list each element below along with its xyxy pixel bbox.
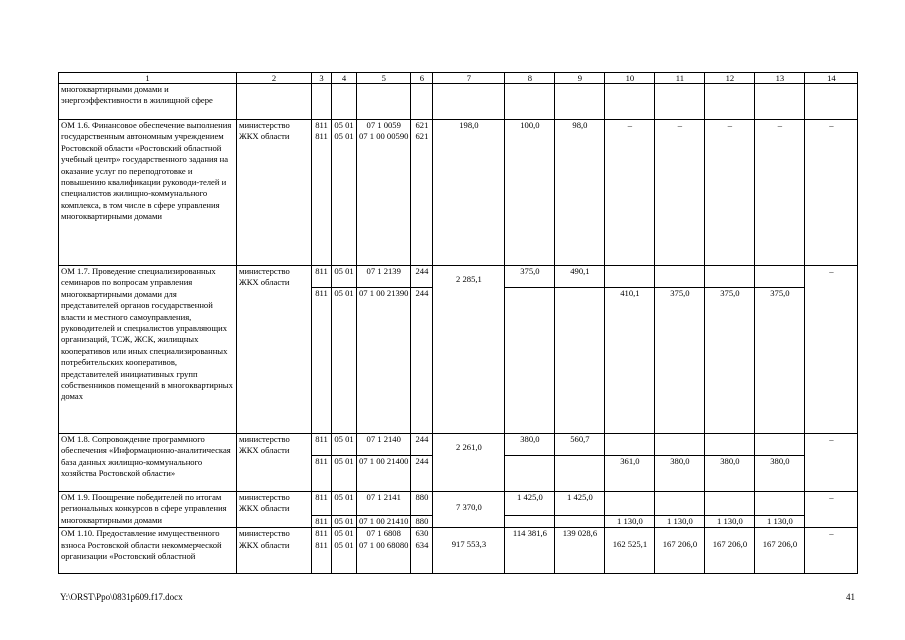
executor: министерство ЖКХ области [237, 492, 312, 528]
vr-code: 244 [411, 456, 433, 492]
year-value: 98,0 [555, 120, 605, 266]
measure-description: ОМ 1.7. Проведение специализированных семинаров по вопросам управления многоквартирными домами для представителей органов государственной власти и местного самоуправления, руководителей и специалистов управляющих организаций, ТСЖ, ЖСК, жилищных кооперативов или иных специализированных потребительских кооперативов, представителей инициативных групп собственников помещений в многоквартирных домах [59, 266, 237, 434]
grbs-code: 811 [312, 492, 332, 516]
year-value: 380,0 [505, 434, 555, 456]
year-value: – [805, 528, 858, 574]
table-row [59, 266, 858, 288]
vr-code: 630 634 [411, 528, 433, 574]
year-value: 167 206,0 [755, 528, 805, 574]
year-value: 380,0 [655, 456, 705, 492]
grbs-code: 811 [312, 516, 332, 528]
grbs-code: 811 811 [312, 528, 332, 574]
year-value: 490,1 [555, 266, 605, 288]
csr-code: 07 1 00 21390 [357, 288, 411, 434]
header-cell: 2 [237, 73, 312, 84]
year-value: 1 425,0 [505, 492, 555, 516]
header-cell: 6 [411, 73, 433, 84]
grbs-code: 811 [312, 456, 332, 492]
vr-code: 621 621 [411, 120, 433, 266]
year-value: 1 425,0 [555, 492, 605, 516]
rzpr-code: 05 01 [332, 266, 357, 288]
executor: министерство ЖКХ области [237, 120, 312, 266]
document-file-path: Y:\ORST\Ppo\0831p609.f17.docx [60, 592, 183, 602]
rzpr-code: 05 01 [332, 456, 357, 492]
header-cell: 13 [755, 73, 805, 84]
table-header-row [59, 73, 858, 84]
rzpr-code: 05 01 05 01 [332, 120, 357, 266]
header-cell: 11 [655, 73, 705, 84]
table-row [59, 528, 858, 574]
total-value: 2 261,0 [433, 434, 505, 492]
measure-description: ОМ 1.9. Поощрение победителей по итогам региональных конкурсов в сфере управления многоквартирными домами [59, 492, 237, 528]
header-cell: 10 [605, 73, 655, 84]
total-value: 198,0 [433, 120, 505, 266]
vr-code: 880 [411, 516, 433, 528]
year-value: 1 130,0 [605, 516, 655, 528]
year-value: 100,0 [505, 120, 555, 266]
measure-description: ОМ 1.6. Финансовое обеспечение выполнения государственным автономным учреждением Ростовской области «Ростовский областной учебный центр» государственного задания на оказание услуг по переподготовке и повышению квалификации руководи-телей и специалистов жилищно-коммунального комплекса, в том числе в сфере управления многоквартирными домами [59, 120, 237, 266]
executor: министерство ЖКХ области [237, 434, 312, 492]
year-value: 375,0 [655, 288, 705, 434]
table-row [59, 120, 858, 266]
vr-code: 244 [411, 434, 433, 456]
year-value: 375,0 [705, 288, 755, 434]
header-cell: 14 [805, 73, 858, 84]
year-value: 375,0 [755, 288, 805, 434]
year-value: – [805, 120, 858, 266]
year-value: 167 206,0 [655, 528, 705, 574]
year-value: 380,0 [705, 456, 755, 492]
year-value: 560,7 [555, 434, 605, 456]
rzpr-code: 05 01 05 01 [332, 528, 357, 574]
measure-description: многоквартирными домами и энергоэффективности в жилищной сфере [59, 84, 237, 120]
rzpr-code: 05 01 [332, 288, 357, 434]
year-value: 162 525,1 [605, 528, 655, 574]
header-cell: 9 [555, 73, 605, 84]
header-cell: 1 [59, 73, 237, 84]
year-value: 361,0 [605, 456, 655, 492]
measure-description: ОМ 1.8. Сопровождение программного обеспечения «Информационно-аналитическая база данных жилищно-коммунального хозяйства Ростовской области» [59, 434, 237, 492]
year-value: 410,1 [605, 288, 655, 434]
grbs-code: 811 [312, 434, 332, 456]
header-cell: 4 [332, 73, 357, 84]
vr-code: 244 [411, 266, 433, 288]
year-value: 114 381,6 [505, 528, 555, 574]
year-value: 1 130,0 [755, 516, 805, 528]
page-number: 41 [846, 592, 855, 602]
csr-code: 07 1 00 21400 [357, 456, 411, 492]
vr-code: 244 [411, 288, 433, 434]
vr-code: 880 [411, 492, 433, 516]
year-value: – [755, 120, 805, 266]
grbs-code: 811 [312, 288, 332, 434]
table-row [59, 434, 858, 456]
year-value: 380,0 [755, 456, 805, 492]
csr-code: 07 1 0059 07 1 00 00590 [357, 120, 411, 266]
csr-code: 07 1 2140 [357, 434, 411, 456]
rzpr-code: 05 01 [332, 516, 357, 528]
executor: министерство ЖКХ области [237, 528, 312, 574]
year-value: – [805, 266, 858, 434]
rzpr-code: 05 01 [332, 492, 357, 516]
csr-code: 07 1 6808 07 1 00 68080 [357, 528, 411, 574]
total-value: 917 553,3 [433, 528, 505, 574]
executor: министерство ЖКХ области [237, 266, 312, 434]
csr-code: 07 1 00 21410 [357, 516, 411, 528]
grbs-code: 811 [312, 266, 332, 288]
year-value: – [605, 120, 655, 266]
header-cell: 5 [357, 73, 411, 84]
year-value: 167 206,0 [705, 528, 755, 574]
rzpr-code: 05 01 [332, 434, 357, 456]
year-value: – [805, 492, 858, 528]
year-value: – [805, 434, 858, 492]
budget-table [58, 72, 858, 574]
year-value: 139 028,6 [555, 528, 605, 574]
year-value: – [655, 120, 705, 266]
header-cell: 8 [505, 73, 555, 84]
year-value: 1 130,0 [655, 516, 705, 528]
csr-code: 07 1 2141 [357, 492, 411, 516]
year-value: 1 130,0 [705, 516, 755, 528]
table-row [59, 84, 858, 120]
header-cell: 3 [312, 73, 332, 84]
total-value: 7 370,0 [433, 492, 505, 528]
grbs-code: 811 811 [312, 120, 332, 266]
total-value: 2 285,1 [433, 266, 505, 434]
table-row [59, 492, 858, 516]
year-value: – [705, 120, 755, 266]
csr-code: 07 1 2139 [357, 266, 411, 288]
header-cell: 7 [433, 73, 505, 84]
measure-description: ОМ 1.10. Предоставление имущественного взноса Ростовской области некоммерческой организации «Ростовский областной [59, 528, 237, 574]
year-value: 375,0 [505, 266, 555, 288]
header-cell: 12 [705, 73, 755, 84]
